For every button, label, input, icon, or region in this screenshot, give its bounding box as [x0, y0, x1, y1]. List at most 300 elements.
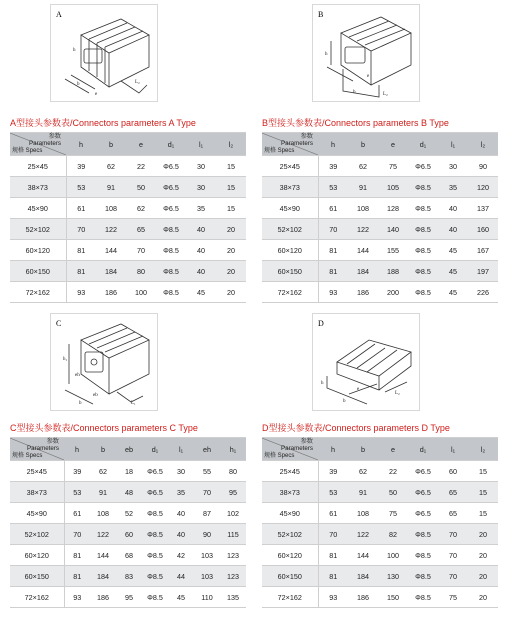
table-row — [10, 461, 246, 482]
value-cell: 108 — [96, 198, 126, 219]
value-cell: 15 — [216, 198, 246, 219]
value-cell: 80 — [126, 261, 156, 282]
value-cell: 60 — [116, 524, 142, 545]
value-cell: 226 — [468, 282, 498, 303]
value-cell: 81 — [66, 240, 96, 261]
svg-text:b: b — [79, 401, 82, 406]
value-cell: 130 — [378, 566, 408, 587]
value-cell: 45 — [438, 282, 468, 303]
table-row — [262, 177, 498, 198]
value-cell: Φ8.5 — [408, 240, 438, 261]
column-header: b — [348, 133, 378, 156]
value-cell: 15 — [216, 156, 246, 177]
connectors-table-a — [10, 132, 246, 303]
spec-cell: 60×120 — [262, 545, 318, 566]
value-cell: 62 — [96, 156, 126, 177]
value-cell: 65 — [438, 503, 468, 524]
table-row — [10, 566, 246, 587]
value-cell: 87 — [194, 503, 220, 524]
table-row — [262, 198, 498, 219]
value-cell: 122 — [348, 524, 378, 545]
value-cell: 188 — [378, 261, 408, 282]
diagram-c — [50, 313, 158, 411]
value-cell: 70 — [438, 566, 468, 587]
value-cell: 20 — [468, 587, 498, 608]
value-cell: Φ6.5 — [408, 461, 438, 482]
value-cell: 61 — [66, 198, 96, 219]
value-cell: 20 — [468, 545, 498, 566]
value-cell: 167 — [468, 240, 498, 261]
value-cell: 70 — [64, 524, 90, 545]
value-cell: 81 — [64, 545, 90, 566]
value-cell: Φ8.5 — [156, 261, 186, 282]
value-cell: 93 — [66, 282, 96, 303]
value-cell: 91 — [96, 177, 126, 198]
value-cell: 81 — [64, 566, 90, 587]
value-cell: 22 — [126, 156, 156, 177]
table-row — [262, 240, 498, 261]
value-cell: Φ6.5 — [408, 156, 438, 177]
value-cell: 53 — [318, 482, 348, 503]
spec-cell: 52×102 — [262, 219, 318, 240]
value-cell: 81 — [66, 261, 96, 282]
cable-chain-drawing-b — [313, 5, 419, 101]
value-cell: 100 — [378, 545, 408, 566]
value-cell: 197 — [468, 261, 498, 282]
value-cell: Φ6.5 — [142, 482, 168, 503]
connectors-table-d — [262, 437, 498, 608]
spec-cell: 60×150 — [10, 261, 66, 282]
table-row — [262, 545, 498, 566]
column-header: eb — [116, 438, 142, 461]
value-cell: 91 — [348, 482, 378, 503]
column-header: l₁ — [438, 133, 468, 156]
value-cell: 22 — [378, 461, 408, 482]
value-cell: 18 — [116, 461, 142, 482]
table-row — [10, 545, 246, 566]
value-cell: 40 — [168, 524, 194, 545]
value-cell: 53 — [318, 177, 348, 198]
value-cell: Φ8.5 — [408, 219, 438, 240]
value-cell: 70 — [194, 482, 220, 503]
value-cell: 93 — [318, 587, 348, 608]
column-header: l₁ — [168, 438, 194, 461]
value-cell: 20 — [216, 282, 246, 303]
value-cell: Φ8.5 — [142, 503, 168, 524]
value-cell: 45 — [168, 587, 194, 608]
column-header: b — [90, 438, 116, 461]
value-cell: 70 — [318, 524, 348, 545]
svg-text:h: h — [73, 48, 76, 53]
table-row — [10, 282, 246, 303]
column-header: d₁ — [408, 438, 438, 461]
value-cell: Φ8.5 — [408, 524, 438, 545]
value-cell: 39 — [318, 461, 348, 482]
spec-cell: 52×102 — [10, 219, 66, 240]
cable-chain-drawing-c — [51, 314, 157, 410]
diagram-letter: A — [56, 10, 62, 19]
value-cell: 35 — [186, 198, 216, 219]
table-row — [262, 587, 498, 608]
value-cell: 103 — [194, 566, 220, 587]
table-row — [10, 219, 246, 240]
value-cell: 70 — [438, 545, 468, 566]
spec-cell: 45×90 — [10, 503, 64, 524]
value-cell: 82 — [378, 524, 408, 545]
value-cell: 140 — [378, 219, 408, 240]
svg-text:b: b — [353, 90, 356, 95]
value-cell: 39 — [64, 461, 90, 482]
svg-text:L₂: L₂ — [135, 80, 140, 85]
value-cell: Φ8.5 — [408, 261, 438, 282]
table-row — [10, 482, 246, 503]
spec-cell: 60×150 — [262, 566, 318, 587]
value-cell: 70 — [126, 240, 156, 261]
svg-text:b: b — [343, 399, 346, 404]
column-header: d₁ — [142, 438, 168, 461]
value-cell: 110 — [194, 587, 220, 608]
header-corner-cell: 参数 Parameters 规格 Specs — [10, 133, 66, 156]
value-cell: Φ8.5 — [408, 566, 438, 587]
value-cell: Φ6.5 — [156, 198, 186, 219]
table-row — [10, 198, 246, 219]
svg-text:e: e — [367, 74, 370, 79]
value-cell: 55 — [194, 461, 220, 482]
value-cell: 39 — [318, 156, 348, 177]
value-cell: Φ8.5 — [408, 545, 438, 566]
header-corner-cell: 参数 Parameters 规格 Specs — [262, 438, 318, 461]
diagram-letter: D — [318, 319, 324, 328]
value-cell: 60 — [438, 461, 468, 482]
column-header: l₂ — [468, 438, 498, 461]
svg-text:eb: eb — [93, 393, 98, 398]
svg-text:b: b — [77, 82, 80, 87]
svg-text:L₁: L₁ — [131, 401, 136, 406]
value-cell: 90 — [194, 524, 220, 545]
value-cell: 150 — [378, 587, 408, 608]
spec-cell: 38×73 — [10, 482, 64, 503]
svg-text:L₂: L₂ — [383, 92, 388, 97]
column-header: eh — [194, 438, 220, 461]
spec-cell: 52×102 — [10, 524, 64, 545]
svg-text:e: e — [357, 387, 360, 392]
value-cell: Φ6.5 — [142, 461, 168, 482]
value-cell: 123 — [220, 566, 246, 587]
value-cell: 102 — [220, 503, 246, 524]
value-cell: 30 — [168, 461, 194, 482]
value-cell: 108 — [348, 503, 378, 524]
value-cell: 95 — [220, 482, 246, 503]
value-cell: 15 — [216, 177, 246, 198]
spec-cell: 72×162 — [10, 587, 64, 608]
value-cell: Φ8.5 — [156, 219, 186, 240]
value-cell: 137 — [468, 198, 498, 219]
value-cell: 20 — [468, 524, 498, 545]
value-cell: 144 — [348, 545, 378, 566]
table-header-row — [262, 133, 498, 156]
value-cell: 70 — [438, 524, 468, 545]
spec-cell: 38×73 — [262, 177, 318, 198]
value-cell: 200 — [378, 282, 408, 303]
column-header: e — [126, 133, 156, 156]
connectors-table-c — [10, 437, 246, 608]
value-cell: Φ6.5 — [156, 177, 186, 198]
spec-cell: 45×90 — [10, 198, 66, 219]
column-header: b — [96, 133, 126, 156]
table-header-row — [10, 438, 246, 461]
value-cell: 123 — [220, 545, 246, 566]
table-row — [262, 503, 498, 524]
value-cell: 128 — [378, 198, 408, 219]
value-cell: 40 — [186, 261, 216, 282]
value-cell: Φ8.5 — [142, 566, 168, 587]
value-cell: 120 — [468, 177, 498, 198]
table-row — [262, 461, 498, 482]
value-cell: 100 — [126, 282, 156, 303]
spec-cell: 38×73 — [262, 482, 318, 503]
table-row — [10, 261, 246, 282]
value-cell: 108 — [90, 503, 116, 524]
header-corner-cell: 参数 Parameters 规格 Specs — [10, 438, 64, 461]
column-header: h — [66, 133, 96, 156]
value-cell: 144 — [348, 240, 378, 261]
value-cell: 186 — [348, 282, 378, 303]
column-header: h₁ — [220, 438, 246, 461]
value-cell: 186 — [90, 587, 116, 608]
section-title-d: D型接头参数表/Connectors parameters D Type — [262, 423, 450, 433]
column-header: h — [318, 438, 348, 461]
value-cell: 40 — [186, 240, 216, 261]
value-cell: 40 — [438, 219, 468, 240]
value-cell: 80 — [220, 461, 246, 482]
column-header: e — [378, 438, 408, 461]
column-header: h — [64, 438, 90, 461]
value-cell: 108 — [348, 198, 378, 219]
column-header: l₂ — [216, 133, 246, 156]
value-cell: 75 — [378, 156, 408, 177]
table-row — [262, 261, 498, 282]
value-cell: 70 — [318, 219, 348, 240]
value-cell: 62 — [348, 156, 378, 177]
diagram-d — [312, 313, 420, 411]
section-title-b: B型接头参数表/Connectors parameters B Type — [262, 118, 449, 128]
spec-cell: 60×150 — [10, 566, 64, 587]
value-cell: 105 — [378, 177, 408, 198]
column-header: d₁ — [408, 133, 438, 156]
spec-cell: 38×73 — [10, 177, 66, 198]
column-header: h — [318, 133, 348, 156]
diagram-b — [312, 4, 420, 102]
spec-cell: 52×102 — [262, 524, 318, 545]
diagram-letter: B — [318, 10, 324, 19]
spec-cell: 72×162 — [10, 282, 66, 303]
table-row — [262, 219, 498, 240]
value-cell: 65 — [126, 219, 156, 240]
value-cell: 135 — [220, 587, 246, 608]
table-row — [10, 503, 246, 524]
value-cell: 160 — [468, 219, 498, 240]
cable-chain-drawing-d — [313, 314, 419, 410]
value-cell: 81 — [318, 545, 348, 566]
column-header: l₂ — [468, 133, 498, 156]
value-cell: 15 — [468, 503, 498, 524]
value-cell: 155 — [378, 240, 408, 261]
spec-cell: 60×120 — [10, 240, 66, 261]
value-cell: 45 — [186, 282, 216, 303]
value-cell: 20 — [216, 261, 246, 282]
value-cell: 65 — [438, 482, 468, 503]
spec-cell: 25×45 — [262, 156, 318, 177]
value-cell: 50 — [378, 482, 408, 503]
value-cell: 81 — [318, 261, 348, 282]
value-cell: 61 — [318, 198, 348, 219]
value-cell: 184 — [348, 566, 378, 587]
value-cell: 93 — [64, 587, 90, 608]
value-cell: Φ8.5 — [408, 587, 438, 608]
spec-cell: 72×162 — [262, 587, 318, 608]
column-header: l₁ — [438, 438, 468, 461]
value-cell: 81 — [318, 240, 348, 261]
value-cell: 53 — [64, 482, 90, 503]
value-cell: 122 — [96, 219, 126, 240]
value-cell: 184 — [96, 261, 126, 282]
header-corner-cell: 参数 Parameters 规格 Specs — [262, 133, 318, 156]
value-cell: Φ6.5 — [408, 482, 438, 503]
table-row — [262, 282, 498, 303]
table-header-row — [10, 133, 246, 156]
spec-cell: 25×45 — [10, 461, 64, 482]
value-cell: 184 — [348, 261, 378, 282]
value-cell: 144 — [96, 240, 126, 261]
value-cell: 62 — [90, 461, 116, 482]
value-cell: Φ8.5 — [142, 524, 168, 545]
table-row — [10, 156, 246, 177]
value-cell: 91 — [348, 177, 378, 198]
svg-text:eh: eh — [75, 373, 80, 378]
spec-cell: 60×120 — [10, 545, 64, 566]
value-cell: 45 — [438, 261, 468, 282]
value-cell: Φ8.5 — [408, 282, 438, 303]
value-cell: 30 — [438, 156, 468, 177]
column-header: b — [348, 438, 378, 461]
value-cell: 30 — [186, 156, 216, 177]
value-cell: 93 — [318, 282, 348, 303]
value-cell: 42 — [168, 545, 194, 566]
cable-chain-drawing-a — [51, 5, 157, 101]
table-row — [262, 566, 498, 587]
value-cell: 91 — [90, 482, 116, 503]
value-cell: 15 — [468, 482, 498, 503]
value-cell: Φ8.5 — [142, 545, 168, 566]
value-cell: Φ6.5 — [156, 156, 186, 177]
diagram-a — [50, 4, 158, 102]
value-cell: 52 — [116, 503, 142, 524]
table-row — [262, 524, 498, 545]
spec-cell: 45×90 — [262, 198, 318, 219]
value-cell: 122 — [348, 219, 378, 240]
value-cell: 20 — [216, 240, 246, 261]
value-cell: 44 — [168, 566, 194, 587]
value-cell: Φ8.5 — [142, 587, 168, 608]
table-row — [10, 587, 246, 608]
value-cell: 20 — [468, 566, 498, 587]
value-cell: 40 — [438, 198, 468, 219]
column-header: d₁ — [156, 133, 186, 156]
value-cell: 62 — [126, 198, 156, 219]
spec-cell: 25×45 — [10, 156, 66, 177]
value-cell: 68 — [116, 545, 142, 566]
value-cell: 144 — [90, 545, 116, 566]
value-cell: 61 — [318, 503, 348, 524]
spec-cell: 45×90 — [262, 503, 318, 524]
value-cell: Φ6.5 — [408, 503, 438, 524]
section-title-a: A型接头参数表/Connectors parameters A Type — [10, 118, 196, 128]
spec-cell: 25×45 — [262, 461, 318, 482]
spec-cell: 60×120 — [262, 240, 318, 261]
value-cell: 30 — [186, 177, 216, 198]
value-cell: 39 — [66, 156, 96, 177]
value-cell: 122 — [90, 524, 116, 545]
value-cell: 35 — [168, 482, 194, 503]
value-cell: Φ8.5 — [408, 177, 438, 198]
value-cell: Φ8.5 — [408, 198, 438, 219]
value-cell: 40 — [186, 219, 216, 240]
svg-text:L₂: L₂ — [395, 391, 400, 396]
value-cell: 81 — [318, 566, 348, 587]
value-cell: 95 — [116, 587, 142, 608]
value-cell: 115 — [220, 524, 246, 545]
value-cell: 48 — [116, 482, 142, 503]
value-cell: 83 — [116, 566, 142, 587]
table-row — [10, 177, 246, 198]
value-cell: 45 — [438, 240, 468, 261]
diagram-letter: C — [56, 319, 62, 328]
table-row — [262, 482, 498, 503]
value-cell: 90 — [468, 156, 498, 177]
value-cell: 75 — [378, 503, 408, 524]
table-row — [10, 240, 246, 261]
svg-text:h: h — [325, 52, 328, 57]
connectors-table-b — [262, 132, 498, 303]
column-header: e — [378, 133, 408, 156]
value-cell: 61 — [64, 503, 90, 524]
value-cell: 184 — [90, 566, 116, 587]
spec-cell: 60×150 — [262, 261, 318, 282]
section-title-c: C型接头参数表/Connectors parameters C Type — [10, 423, 198, 433]
value-cell: 20 — [216, 219, 246, 240]
value-cell: 70 — [66, 219, 96, 240]
value-cell: 50 — [126, 177, 156, 198]
column-header: l₁ — [186, 133, 216, 156]
value-cell: 103 — [194, 545, 220, 566]
svg-text:h₁: h₁ — [63, 357, 68, 362]
value-cell: 35 — [438, 177, 468, 198]
spec-cell: 72×162 — [262, 282, 318, 303]
table-row — [262, 156, 498, 177]
value-cell: 15 — [468, 461, 498, 482]
table-header-row — [262, 438, 498, 461]
value-cell: 62 — [348, 461, 378, 482]
value-cell: 75 — [438, 587, 468, 608]
value-cell: Φ8.5 — [156, 282, 186, 303]
table-row — [10, 524, 246, 545]
value-cell: Φ8.5 — [156, 240, 186, 261]
value-cell: 186 — [348, 587, 378, 608]
svg-text:e: e — [95, 92, 98, 97]
value-cell: 40 — [168, 503, 194, 524]
svg-text:h: h — [321, 381, 324, 386]
value-cell: 53 — [66, 177, 96, 198]
